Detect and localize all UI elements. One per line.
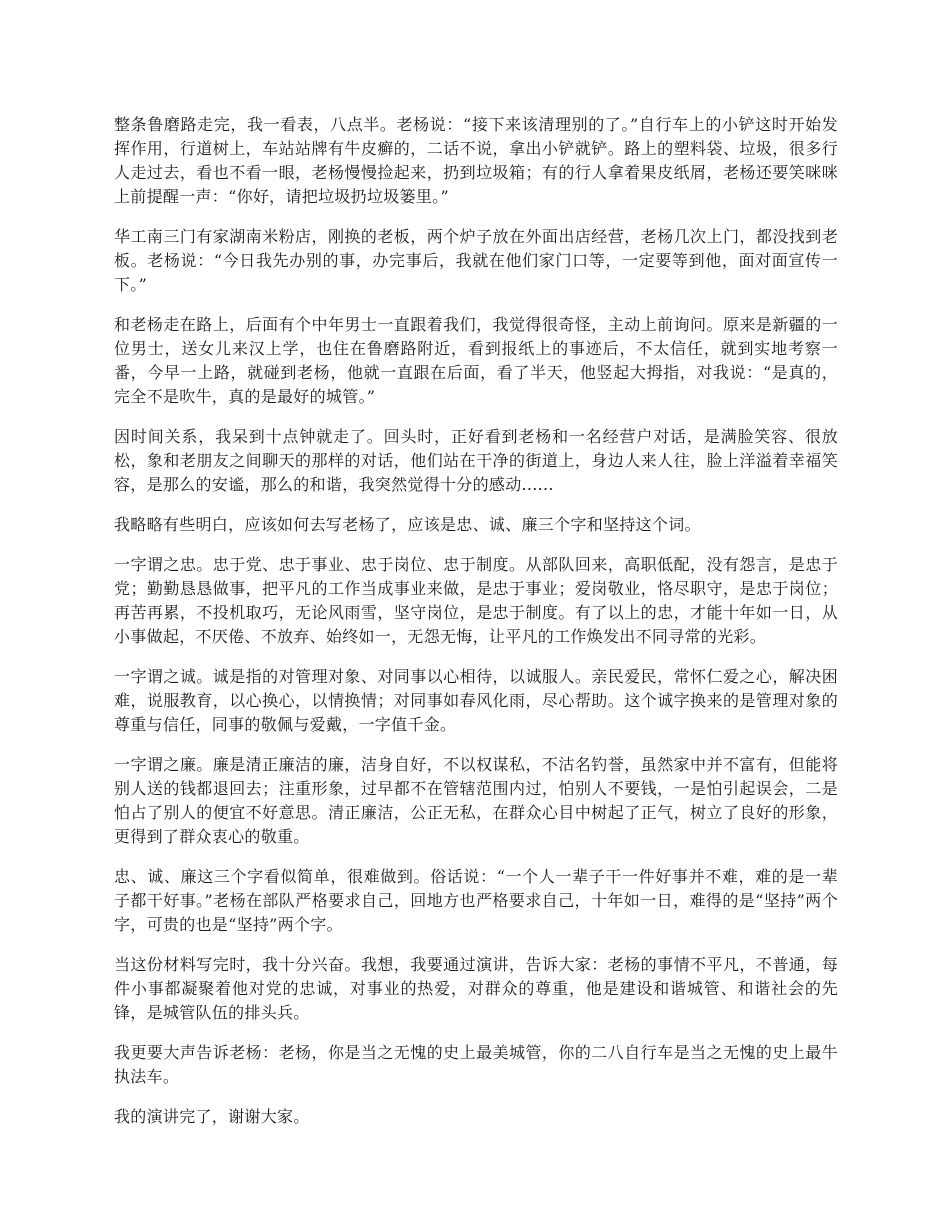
paragraph-12: 我的演讲完了，谢谢大家。 bbox=[114, 1107, 310, 1126]
paragraph-11: 我更要大声告诉老杨：老杨，你是当之无愧的史上最美城管，你的二八自行车是当之无愧的史上最牛执法车。 bbox=[114, 1043, 838, 1086]
paragraph-8: 一字谓之廉。廉是清正廉洁的廉，洁身自好，不以权谋私，不沽名钓誉，虽然家中并不富有，但能将别人送的钱都退回去；注重形象，过早都不在管辖范围内过，怕别人不要钱，一是怕引起误会，二是怕占了别人的便宜不好意思。清正廉洁，公正无私，在群众心目中树起了正气，树立了良好的形象，更得到了群众衷心的敬重。 bbox=[114, 755, 838, 846]
paragraph-5: 我略略有些明白，应该如何去写老杨了，应该是忠、诚、廉三个字和坚持这个词。 bbox=[114, 515, 701, 534]
document-page bbox=[114, 113, 838, 1145]
paragraph-9: 忠、诚、廉这三个字看似简单，很难做到。俗话说：“一个人一辈子干一件好事并不难，难的是一辈子都干好事。”老杨在部队严格要求自己，回地方也严格要求自己，十年如一日，难得的是“坚持”两个字，可贵的也是“坚持”两个字。 bbox=[114, 867, 838, 934]
paragraph-10: 当这份材料写完时，我十分兴奋。我想，我要通过演讲，告诉大家：老杨的事情不平凡，不普通，每件小事都凝聚着他对党的忠诚，对事业的热爱，对群众的尊重，他是建设和谐城管、和谐社会的先锋，是城管队伍的排头兵。 bbox=[114, 955, 838, 1022]
paragraph-2: 华工南三门有家湖南米粉店，刚换的老板，两个炉子放在外面出店经营，老杨几次上门，都没找到老板。老杨说：“今日我先办别的事，办完事后，我就在他们家门口等，一定要等到他，面对面宣传一下。” bbox=[114, 227, 838, 294]
paragraph-4: 因时间关系，我呆到十点钟就走了。回头时，正好看到老杨和一名经营户对话，是满脸笑容、很放松，象和老朋友之间聊天的那样的对话，他们站在干净的街道上，身边人来人往，脸上洋溢着幸福笑容，是那么的安谧，那么的和谐，我突然觉得十分的感动...... bbox=[114, 427, 838, 494]
paragraph-1: 整条鲁磨路走完，我一看表，八点半。老杨说：“接下来该清理别的了。”自行车上的小铲这时开始发挥作用，行道树上，车站站牌有牛皮癣的，二话不说，拿出小铲就铲。路上的塑料袋、垃圾，很多行人走过去，看也不看一眼，老杨慢慢捡起来，扔到垃圾箱；有的行人拿着果皮纸屑，老杨还要笑咪咪上前提醒一声：“你好，请把垃圾扔垃圾篓里。” bbox=[114, 115, 838, 206]
paragraph-7: 一字谓之诚。诚是指的对管理对象、对同事以心相待，以诚服人。亲民爱民，常怀仁爱之心，解决困难，说服教育，以心换心，以情换情；对同事如春风化雨，尽心帮助。这个诚字换来的是管理对象的尊重与信任，同事的敬佩与爱戴，一字值千金。 bbox=[114, 667, 838, 734]
paragraph-3: 和老杨走在路上，后面有个中年男士一直跟着我们，我觉得很奇怪，主动上前询问。原来是新疆的一位男士，送女儿来汉上学，也住在鲁磨路附近，看到报纸上的事迹后，不太信任，就到实地考察一番，今早一上路，就碰到老杨，他就一直跟在后面，看了半天，他竖起大拇指，对我说：“是真的，完全不是吹牛，真的是最好的城管。” bbox=[114, 315, 838, 406]
paragraph-6: 一字谓之忠。忠于党、忠于事业、忠于岗位、忠于制度。从部队回来，高职低配，没有怨言，是忠于党；勤勤恳恳做事，把平凡的工作当成事业来做，是忠于事业；爱岗敬业，恪尽职守，是忠于岗位；再苦再累，不投机取巧，无论风雨雪，坚守岗位，是忠于制度。有了以上的忠，才能十年如一日，从小事做起，不厌倦、不放弃、始终如一，无怨无悔，让平凡的工作焕发出不同寻常的光彩。 bbox=[114, 555, 838, 646]
